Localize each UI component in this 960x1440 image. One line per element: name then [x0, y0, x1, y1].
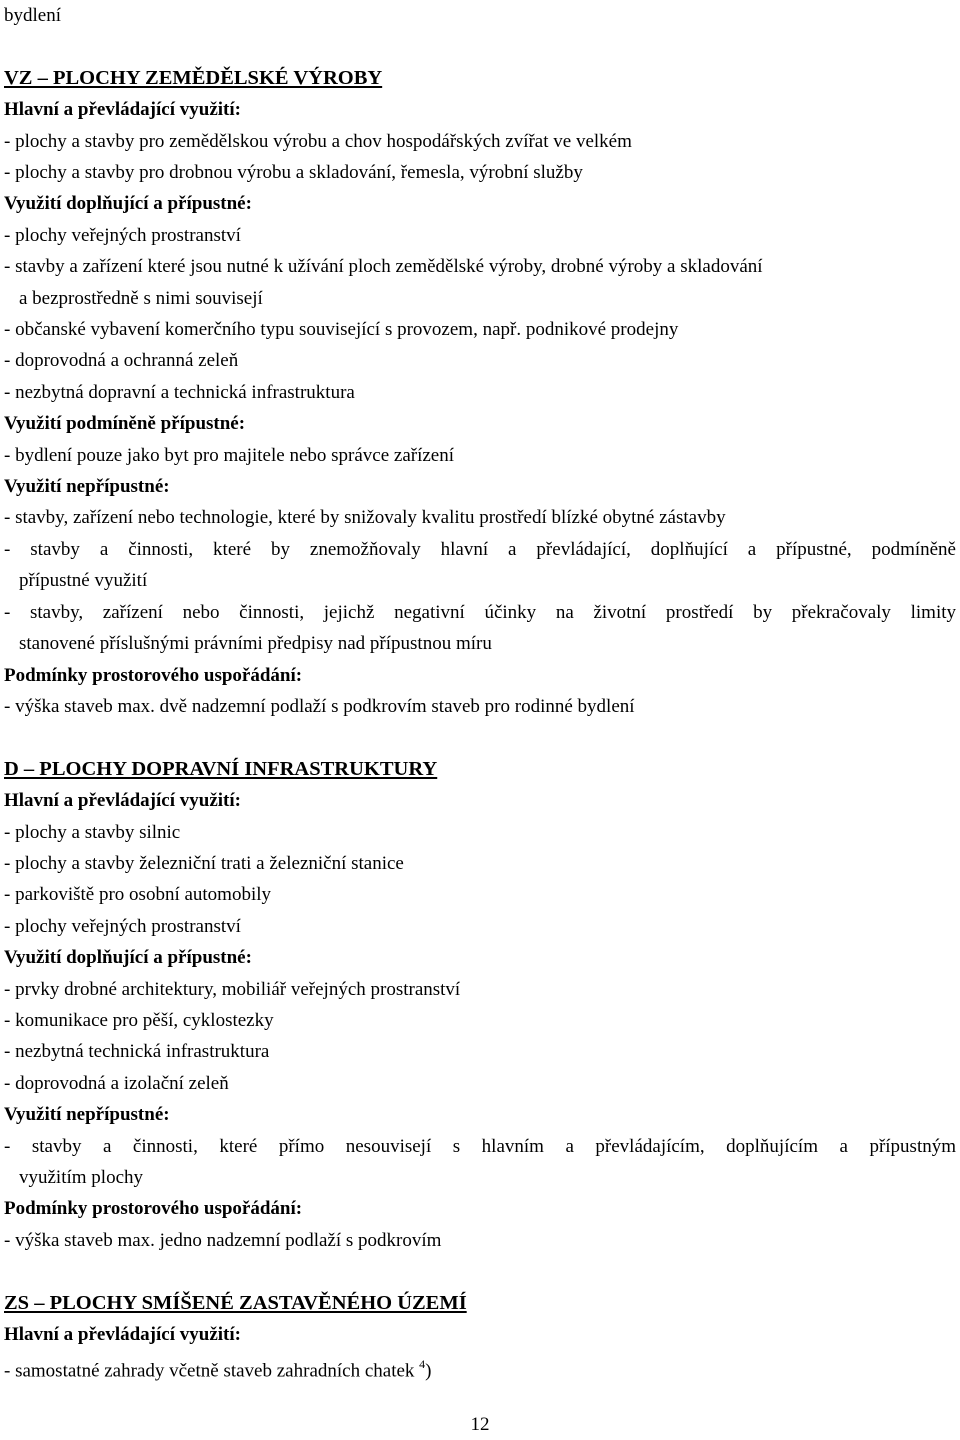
list-item: - prvky drobné architektury, mobiliář veřejných prostranství: [4, 978, 461, 1000]
list-item: - stavby a činnosti, které by znemožňovaly hlavní a převládající, doplňující a přípustné, podmíněně: [4, 538, 956, 560]
zs-main-heading: Hlavní a převládající využití:: [4, 1324, 241, 1346]
list-item: [4, 1350, 956, 1387]
list-item: - plochy veřejných prostranství: [4, 224, 241, 246]
spacer: [4, 31, 956, 62]
vz-prohib-heading: Využití nepřípustné:: [4, 476, 170, 498]
list-item: - nezbytná dopravní a technická infrastruktura: [4, 381, 355, 403]
page-number: 12: [470, 1414, 490, 1435]
list-item: - bydlení pouze jako byt pro majitele nebo správce zařízení: [4, 444, 455, 466]
list-item: - plochy a stavby železniční trati a železniční stanice: [4, 852, 404, 874]
section-title-d: D – PLOCHY DOPRAVNÍ INFRASTRUKTURY: [4, 757, 438, 780]
vz-supp-heading: Využití doplňující a přípustné:: [4, 193, 252, 215]
list-item: - nezbytná technická infrastruktura: [4, 1041, 270, 1063]
list-item: - stavby, zařízení nebo technologie, které by snižovaly kvalitu prostředí blízké obytné zástavby: [4, 507, 726, 529]
vz-cond-heading: Využití podmíněně přípustné:: [4, 413, 246, 435]
list-item: - doprovodná a ochranná zeleň: [4, 350, 239, 372]
list-item-continuation: přípustné využití: [19, 570, 148, 592]
list-item: - plochy a stavby pro zemědělskou výrobu a chov hospodářských zvířat ve velkém: [4, 130, 632, 152]
d-main-heading: Hlavní a převládající využití:: [4, 790, 241, 812]
list-item: - plochy veřejných prostranství: [4, 915, 241, 937]
top-fragment: bydlení: [4, 5, 61, 26]
spacer: [4, 722, 956, 753]
list-item-text: - samostatné zahrady včetně staveb zahradních chatek: [4, 1360, 420, 1382]
list-item-continuation: stanovené příslušnými právními předpisy nad přípustnou míru: [19, 633, 492, 655]
list-item: - plochy a stavby pro drobnou výrobu a skladování, řemesla, výrobní služby: [4, 162, 583, 184]
document-page: [4, 0, 956, 1387]
list-item: - doprovodná a izolační zeleň: [4, 1072, 229, 1094]
vz-spatial-heading: Podmínky prostorového uspořádání:: [4, 664, 303, 686]
list-item: - občanské vybavení komerčního typu související s provozem, např. podnikové prodejny: [4, 319, 679, 341]
list-item: - plochy a stavby silnic: [4, 821, 181, 843]
vz-main-heading: Hlavní a převládající využití:: [4, 99, 241, 121]
footnote-reference[interactable]: 4: [419, 1357, 426, 1372]
list-item: - stavby a zařízení které jsou nutné k užívání ploch zemědělské výroby, drobné výroby a skladování: [4, 256, 763, 278]
closing-paren: ): [425, 1360, 432, 1382]
list-item-continuation: a bezprostředně s nimi souvisejí: [19, 287, 263, 309]
d-prohib-heading: Využití nepřípustné:: [4, 1104, 170, 1126]
list-item: - stavby, zařízení nebo činnosti, jejichž negativní účinky na životní prostředí by překračovaly limity: [4, 601, 956, 623]
list-item-continuation: využitím plochy: [19, 1167, 144, 1188]
d-spatial-heading: Podmínky prostorového uspořádání:: [4, 1198, 303, 1220]
d-supp-heading: Využití doplňující a přípustné:: [4, 947, 252, 969]
list-item: - komunikace pro pěší, cyklostezky: [4, 1009, 274, 1031]
spacer: [4, 1256, 956, 1287]
list-item: - výška staveb max. jedno nadzemní podlaží s podkrovím: [4, 1229, 442, 1251]
list-item: - parkoviště pro osobní automobily: [4, 884, 272, 906]
section-title-zs: ZS – PLOCHY SMÍŠENÉ ZASTAVĚNÉHO ÚZEMÍ: [4, 1291, 467, 1314]
list-item: - výška staveb max. dvě nadzemní podlaží s podkrovím staveb pro rodinné bydlení: [4, 695, 635, 717]
section-title-vz: VZ – PLOCHY ZEMĚDĚLSKÉ VÝROBY: [4, 66, 383, 89]
list-item: - stavby a činnosti, které přímo nesouvisejí s hlavním a převládajícím, doplňujícím a přípustným: [4, 1135, 956, 1157]
